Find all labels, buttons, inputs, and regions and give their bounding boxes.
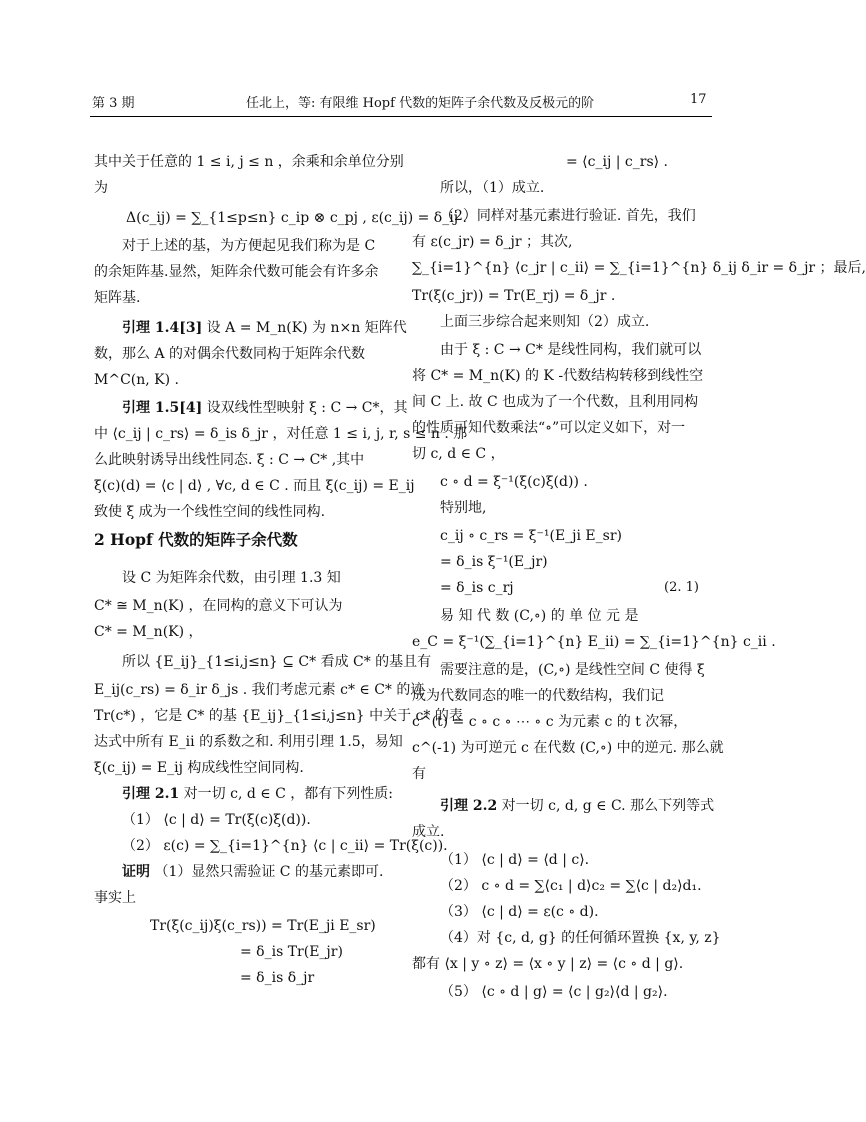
text-line: 将 C* = M_n(K) 的 K -代数结构转移到线性空 — [412, 368, 704, 384]
running-header-issue: 第 3 期 — [92, 96, 135, 111]
page-number: 17 — [690, 92, 707, 107]
equation: Tr(ξ(c_jr)) = Tr(E_rj) = δ_jr . — [412, 288, 616, 304]
text-line: 有 ε(c_jr) = δ_jr ；其次, — [412, 234, 573, 250]
text-line: 中 ⟨c_ij | c_rs⟩ = δ_is δ_jr ，对任意 1 ≤ i, j, r, s ≤ n . 那 — [94, 426, 468, 442]
header-rule — [90, 116, 712, 117]
text-line: 达式中所有 E_ii 的系数之和. 利用引理 1.5，易知 — [94, 734, 403, 750]
property-4: （4）对 {c, d, g} 的任何循环置换 {x, y, z} — [440, 930, 721, 946]
equation: e_C = ξ⁻¹(∑_{i=1}^{n} E_ii) = ∑_{i=1}^{n} c_ii . — [412, 634, 776, 650]
text-line: 的性质可知代数乘法“∘”可以定义如下，对一 — [412, 420, 686, 436]
equation: Tr(ξ(c_ij)ξ(c_rs)) = Tr(E_ji E_sr) — [150, 918, 376, 934]
equation: c_ij ∘ c_rs = ξ⁻¹(E_ji E_sr) — [440, 528, 622, 544]
text-line: E_ij(c_rs) = δ_ir δ_js . 我们考虑元素 c* ∈ C* 的迹 — [94, 682, 425, 698]
equation: = δ_is Tr(E_jr) — [240, 944, 343, 960]
text-line: c^(t) = c ∘ c ∘ ⋯ ∘ c 为元素 c 的 t 次幂， — [412, 714, 688, 730]
text-line: 所以，（1）成立. — [440, 180, 545, 196]
property-3: （3） ⟨c | d⟩ = ε(c ∘ d). — [440, 904, 599, 920]
lemma-1-4: 引理 1.4[3] 设 A = M_n(K) 为 n×n 矩阵代 — [122, 320, 407, 336]
equation: ∑_{i=1}^{n} ⟨c_jr | c_ii⟩ = ∑_{i=1}^{n} δ_ij δ_ir = δ_jr ；最后, — [412, 260, 866, 276]
text-line: 有 — [412, 766, 426, 782]
text-line: M^C(n, K) . — [94, 372, 179, 388]
lemma-1-5: 引理 1.5[4] 设双线性型映射 ξ : C → C*，其 — [122, 400, 408, 416]
text-line: 特别地, — [440, 500, 487, 516]
text-line: 上面三步综合起来则知（2）成立. — [440, 314, 650, 330]
text-line: 所以 {E_ij}_{1≤i,j≤n} ⊆ C* 看成 C* 的基且有 — [122, 654, 432, 670]
text-line: 数，那么 A 的对偶余代数同构于矩阵余代数 — [94, 346, 366, 362]
equation-number: (2. 1) — [664, 580, 699, 595]
text-line: 的余矩阵基.显然，矩阵余代数可能会有许多余 — [94, 264, 379, 280]
text-line: 都有 ⟨x | y ∘ z⟩ = ⟨x ∘ y | z⟩ = ⟨c ∘ d | g⟩. — [412, 956, 684, 972]
property-2: （2） c ∘ d = ∑⟨c₁ | d⟩c₂ = ∑⟨c | d₂⟩d₁. — [440, 878, 702, 894]
text-line: Tr(c*) ，它是 C* 的基 {E_ij}_{1≤i,j≤n} 中关于 c* 的表 — [94, 708, 463, 724]
property-5: （5） ⟨c ∘ d | g⟩ = ⟨c | g₂⟩⟨d | g₂⟩. — [440, 984, 668, 1000]
text-line: 矩阵基. — [94, 290, 141, 306]
text-line: 致使 ξ 成为一个线性空间的线性同构. — [94, 504, 326, 520]
equation: c ∘ d = ξ⁻¹(ξ(c)ξ(d)) . — [440, 474, 588, 490]
equation: = δ_is ξ⁻¹(E_jr) — [440, 554, 548, 570]
text-line: 由于 ξ : C → C* 是线性同构，我们就可以 — [440, 342, 702, 358]
equation: = δ_is δ_jr — [240, 970, 315, 986]
equation: = ⟨c_ij | c_rs⟩ . — [566, 154, 668, 170]
proof-start: 证明 （1）显然只需验证 C 的基元素即可. — [122, 864, 384, 880]
text-line: C* ≅ M_n(K) ，在同构的意义下可认为 — [94, 598, 343, 614]
text-line: 对于上述的基，为方便起见我们称为是 C — [122, 238, 376, 254]
text-line: 其中关于任意的 1 ≤ i, j ≤ n ，余乘和余单位分别 — [94, 154, 404, 170]
text-line: 易 知 代 数 (C,∘) 的 单 位 元 是 — [440, 608, 639, 624]
text-line: 为 — [94, 180, 108, 196]
equation: Δ(c_ij) = ∑_{1≤p≤n} c_ip ⊗ c_pj , ε(c_ij) = δ_ij . — [126, 210, 467, 226]
text-line: 间 C 上. 故 C 也成为了一个代数，且利用同构 — [412, 394, 699, 410]
text-line: 么此映射诱导出线性同态. ξ : C → C* ,其中 — [94, 452, 365, 468]
property-2: （2） ε(c) = ∑_{i=1}^{n} ⟨c | c_ii⟩ = Tr(ξ(c)). — [122, 838, 448, 854]
section-heading: 2 Hopf 代数的矩阵子余代数 — [94, 530, 298, 549]
equation: = δ_is c_rj — [440, 580, 514, 596]
text-line: ξ(c_ij) = E_ij 构成线性空间同构. — [94, 760, 304, 776]
text-line: 成为代数同态的唯一的代数结构，我们记 — [412, 688, 664, 704]
text-line: 需要注意的是，(C,∘) 是线性空间 C 使得 ξ — [440, 662, 705, 678]
text-line: ξ(c)(d) = ⟨c | d⟩ , ∀c, d ∈ C . 而且 ξ(c_ij) = E_ij — [94, 478, 415, 494]
text-line: 切 c, d ∈ C ， — [412, 446, 505, 462]
property-1: （1） ⟨c | d⟩ = Tr(ξ(c)ξ(d)). — [122, 812, 311, 828]
text-line: C* = M_n(K) ， — [94, 624, 203, 640]
running-header-title: 任北上，等: 有限维 Hopf 代数的矩阵子余代数及反极元的阶 — [246, 96, 595, 111]
text-line: 事实上 — [94, 890, 136, 906]
text-line: c^(-1) 为可逆元 c 在代数 (C,∘) 中的逆元. 那么就 — [412, 740, 724, 756]
text-line: （2）同样对基元素进行验证. 首先，我们 — [440, 208, 696, 224]
lemma-2-2: 引理 2.2 对一切 c, d, g ∈ C. 那么下列等式 — [440, 798, 715, 814]
lemma-2-1: 引理 2.1 对一切 c, d ∈ C ，都有下列性质: — [122, 786, 393, 802]
text-line: 成立. — [412, 824, 445, 840]
text-line: 设 C 为矩阵余代数，由引理 1.3 知 — [122, 570, 341, 586]
property-1: （1） ⟨c | d⟩ = ⟨d | c⟩. — [440, 852, 590, 868]
